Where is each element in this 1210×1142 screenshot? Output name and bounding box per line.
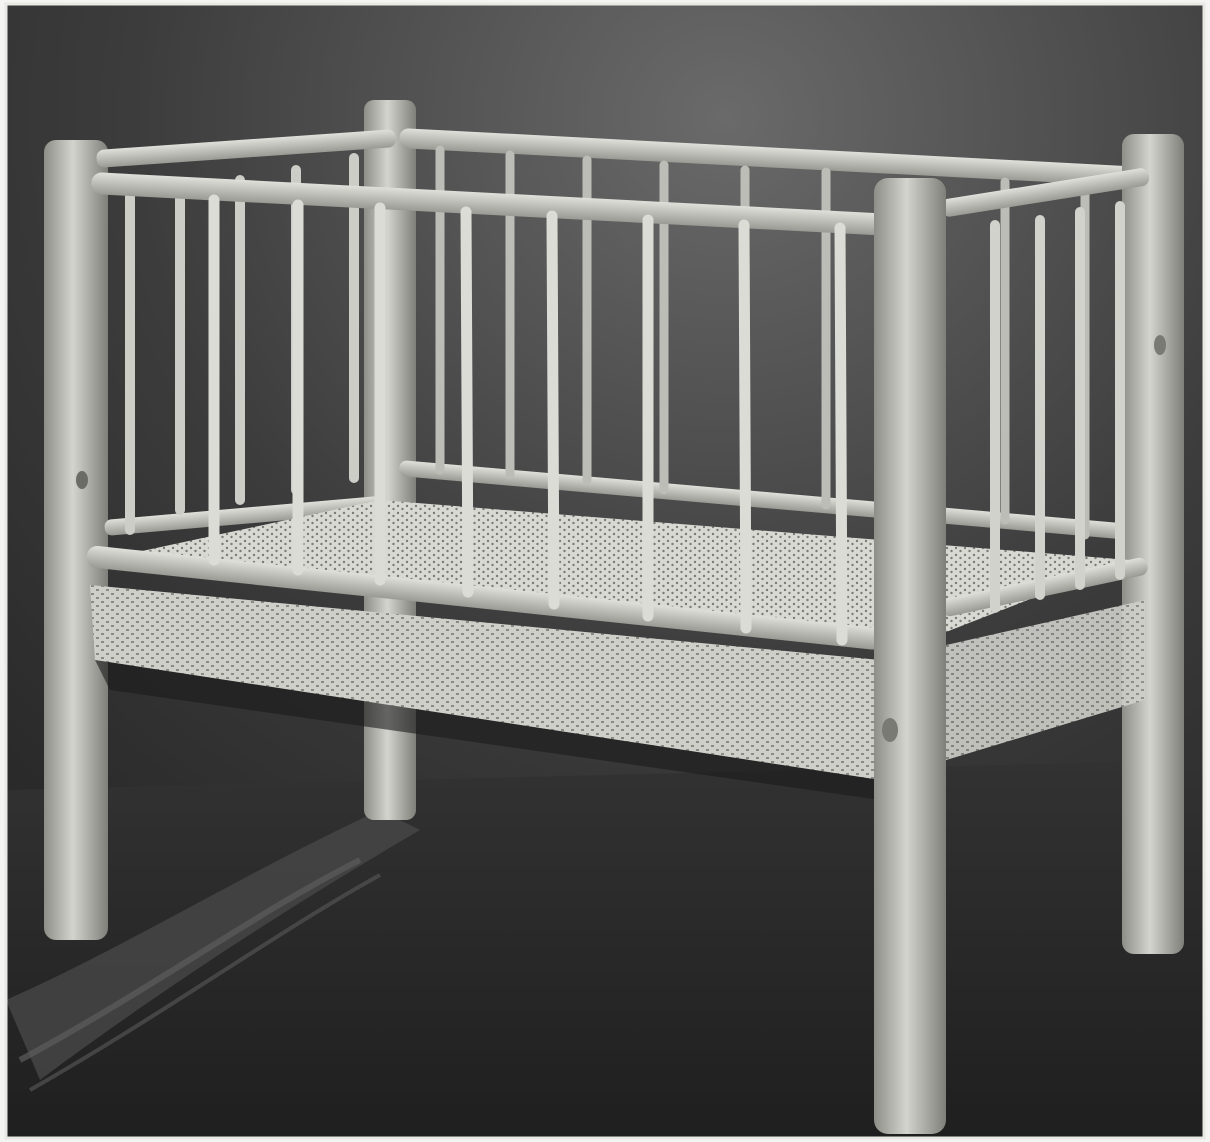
back-right-post xyxy=(1122,134,1184,954)
front-right-post xyxy=(874,178,946,1134)
post-knot xyxy=(882,718,898,742)
post-knot xyxy=(1154,335,1166,355)
post-knot xyxy=(76,471,88,489)
front-left-post xyxy=(44,140,108,940)
